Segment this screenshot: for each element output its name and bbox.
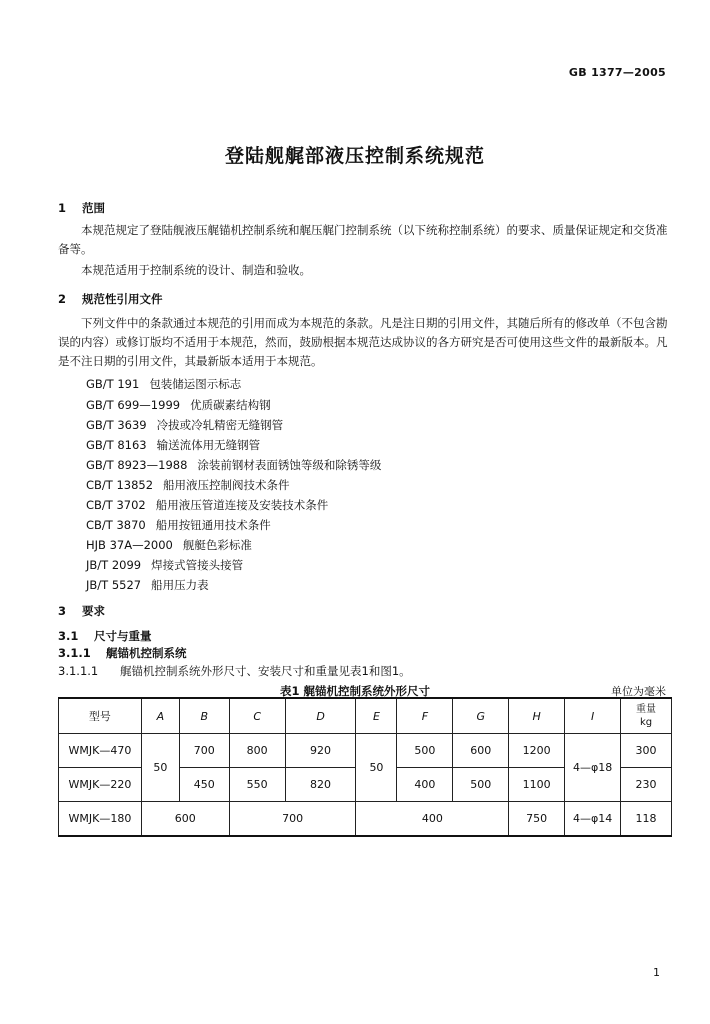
reference-item <box>86 537 252 553</box>
reference-item <box>86 437 260 453</box>
cell-weight: 230 <box>621 768 672 802</box>
header-b: B <box>179 698 229 734</box>
reference-title: 船用压力表 <box>151 578 209 592</box>
cell-b: 700 <box>179 734 229 768</box>
cell-f: 400 <box>397 768 453 802</box>
cell-b: 450 <box>179 768 229 802</box>
reference-code: GB/T 8923—1988 <box>86 458 188 472</box>
clause-3-1-1-1 <box>58 663 411 679</box>
section-2-heading <box>58 291 163 307</box>
table-header-row <box>59 698 672 734</box>
cell-g: 600 <box>453 734 509 768</box>
cell-d: 820 <box>285 768 356 802</box>
clause-text: 艉锚机控制系统外形尺寸、安装尺寸和重量见表1和图1。 <box>120 664 411 678</box>
header-d: D <box>285 698 356 734</box>
header-g: G <box>453 698 509 734</box>
reference-title: 焊接式管接头接管 <box>151 558 244 572</box>
section-title: 要求 <box>82 604 105 618</box>
reference-title: 冷拔或冷轧精密无缝钢管 <box>156 418 284 432</box>
table-row <box>59 802 672 837</box>
reference-code: JB/T 5527 <box>86 578 142 592</box>
reference-title: 船用液压管道连接及安装技术条件 <box>155 498 329 512</box>
subsection-number: 3.1.1 <box>58 646 91 660</box>
cell-h: 750 <box>509 802 565 837</box>
reference-code: GB/T 3639 <box>86 418 147 432</box>
reference-item <box>86 557 243 573</box>
cell-c: 800 <box>229 734 285 768</box>
reference-title: 涂装前钢材表面锈蚀等级和除锈等级 <box>197 458 382 472</box>
header-model: 型号 <box>59 698 142 734</box>
reference-code: GB/T 191 <box>86 377 140 391</box>
cell-ab: 600 <box>141 802 229 837</box>
cell-i: 4—φ18 <box>565 734 621 802</box>
cell-h: 1100 <box>509 768 565 802</box>
table-unit: 单位为毫米 <box>611 685 666 698</box>
reference-code: GB/T 8163 <box>86 438 147 452</box>
header-i: I <box>565 698 621 734</box>
cell-model: WMJK—180 <box>59 802 142 837</box>
section-title: 规范性引用文件 <box>82 292 163 306</box>
section-1-paragraph-1: 本规范规定了登陆舰液压艉锚机控制系统和艉压艉门控制系统（以下统称控制系统）的要求、质量保证规定和交货准备等。 <box>58 223 668 256</box>
reference-title: 优质碳素结构钢 <box>190 398 271 412</box>
section-number: 3 <box>58 604 67 618</box>
document-title: 登陆舰艉部液压控制系统规范 <box>224 145 485 167</box>
reference-code: CB/T 3870 <box>86 518 146 532</box>
header-weight <box>621 698 672 734</box>
section-3-heading <box>58 603 105 619</box>
reference-item <box>86 477 290 493</box>
subsection-title: 尺寸与重量 <box>94 629 152 643</box>
standard-number: GB 1377—2005 <box>568 66 666 79</box>
section-title: 范围 <box>82 201 105 215</box>
cell-weight: 300 <box>621 734 672 768</box>
cell-efg: 400 <box>356 802 509 837</box>
header-a: A <box>141 698 179 734</box>
section-number: 1 <box>58 201 67 215</box>
section-1-paragraph-2: 本规范适用于控制系统的设计、制造和验收。 <box>81 263 311 277</box>
header-e: E <box>356 698 397 734</box>
reference-code: CB/T 3702 <box>86 498 146 512</box>
header-weight-label: 重量 <box>636 704 657 715</box>
reference-title: 包装储运图示标志 <box>149 377 242 391</box>
section-number: 2 <box>58 292 67 306</box>
subsection-3-1-1-heading <box>58 645 187 661</box>
cell-a: 50 <box>141 734 179 802</box>
header-h: H <box>509 698 565 734</box>
reference-code: CB/T 13852 <box>86 478 154 492</box>
cell-g: 500 <box>453 768 509 802</box>
subsection-title: 艉锚机控制系统 <box>106 646 187 660</box>
header-c: C <box>229 698 285 734</box>
reference-title: 舰艇色彩标准 <box>182 538 252 552</box>
reference-item <box>86 417 283 433</box>
clause-number: 3.1.1.1 <box>58 664 99 678</box>
cell-model: WMJK—470 <box>59 734 142 768</box>
reference-item <box>86 376 241 392</box>
cell-e: 50 <box>356 734 397 802</box>
reference-item <box>86 397 271 413</box>
cell-weight: 118 <box>621 802 672 837</box>
page-number: 1 <box>653 966 660 979</box>
cell-i: 4—φ14 <box>565 802 621 837</box>
subsection-3-1-heading <box>58 628 152 644</box>
reference-code: GB/T 699—1999 <box>86 398 181 412</box>
cell-d: 920 <box>285 734 356 768</box>
header-f: F <box>397 698 453 734</box>
cell-cd: 700 <box>229 802 356 837</box>
reference-code: JB/T 2099 <box>86 558 142 572</box>
section-2-paragraph: 下列文件中的条款通过本规范的引用而成为本规范的条款。凡是注日期的引用文件，其随后所有的修改单（不包含勘误的内容）或修订版均不适用于本规范，然而，鼓励根据本规范达成协议的各方研究是否可使用这些文件的最新版本。凡是不注日期的引用文件，其最新版本适用于本规范。 <box>58 316 668 368</box>
reference-item <box>86 497 328 513</box>
reference-title: 输送流体用无缝钢管 <box>156 438 261 452</box>
cell-f: 500 <box>397 734 453 768</box>
table-row <box>59 734 672 768</box>
reference-item <box>86 457 381 473</box>
cell-model: WMJK—220 <box>59 768 142 802</box>
subsection-number: 3.1 <box>58 629 79 643</box>
reference-title: 船用液压控制阀技术条件 <box>163 478 290 492</box>
header-weight-unit: kg <box>639 717 653 728</box>
cell-h: 1200 <box>509 734 565 768</box>
reference-item <box>86 577 209 593</box>
table-caption: 表1 艉锚机控制系统外形尺寸 <box>279 684 430 698</box>
reference-title: 船用按钮通用技术条件 <box>155 518 271 532</box>
reference-item <box>86 517 271 533</box>
reference-code: HJB 37A—2000 <box>86 538 173 552</box>
section-1-heading <box>58 200 105 216</box>
cell-c: 550 <box>229 768 285 802</box>
dimensions-table <box>58 697 672 837</box>
